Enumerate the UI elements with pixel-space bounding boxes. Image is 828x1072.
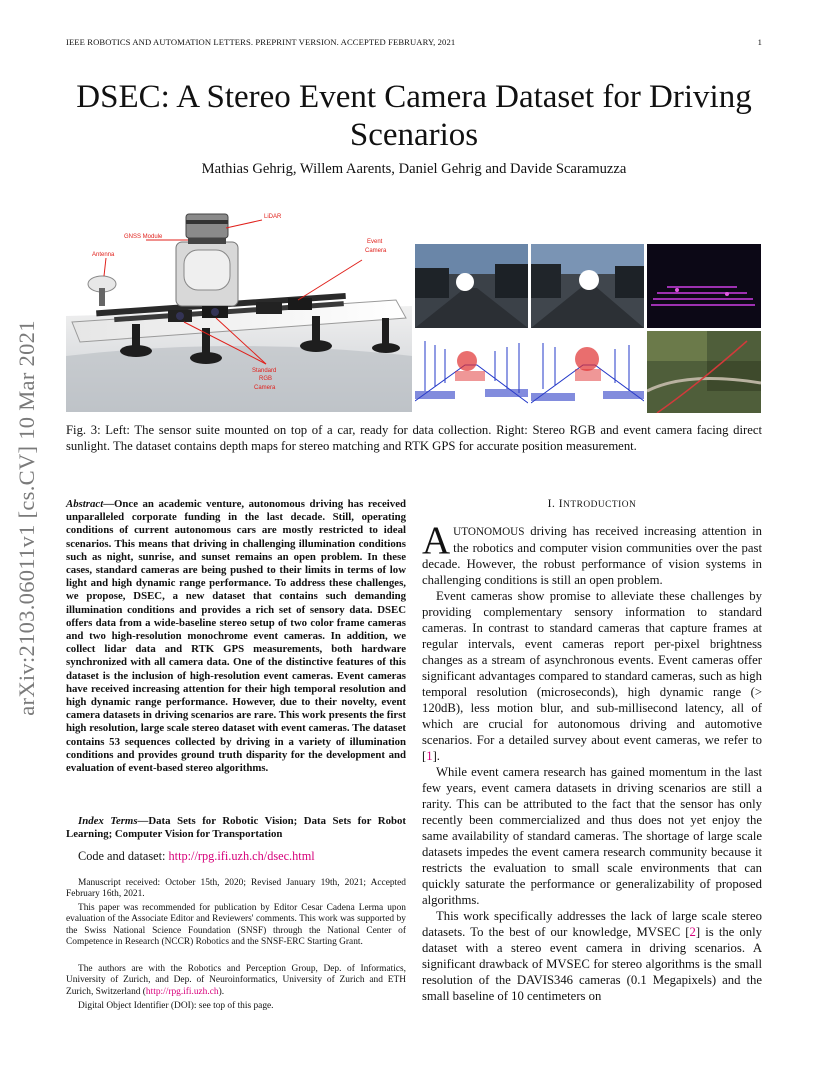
rgb-right-image (531, 244, 644, 328)
event-left-scene (415, 331, 528, 413)
label-event-2: Camera (365, 248, 387, 254)
sensor-suite-photo (66, 206, 412, 412)
abstract-label: Abstract (66, 498, 104, 510)
intro-p4-end: ] is the only dataset with a stereo event camera in driving scenarios. A significant drawback of MVSEC for stereo algorithms is the small resolution of the DAVIS346 cameras (0.1 Megapixels) and the small baseline of 10 centimeters on (422, 925, 762, 1003)
paper-title (50, 78, 778, 154)
abstract (66, 498, 406, 775)
intro-p2-end: ]. (432, 749, 440, 763)
label-rgb-1: Standard (252, 368, 277, 374)
index-terms-label: Index Terms (78, 815, 138, 827)
section-title-rest: NTRODUCTION (563, 500, 637, 510)
running-header: IEEE ROBOTICS AND AUTOMATION LETTERS. PREPRINT VERSION. ACCEPTED FEBRUARY, 2021 (66, 37, 456, 47)
intro-paragraph-3: While event camera research has gained momentum in the last few years, event camera datasets in driving scenarios are still a rarity. This can be attributed to the fact that the sensor has only recently been commercialized and thus does not yet enjoy the same availability of standard cameras. The shortage of large scale datasets impedes the event camera research community because it restricts the evaluation to small scale environments that can quickly saturate the performance or generalizability of proposed algorithms. (422, 765, 762, 907)
intro-paragraph-2 (422, 588, 762, 764)
drop-cap: A (422, 519, 451, 562)
abstract-text: —Once an academic venture, autonomous driving has received unparalleled corporate funding in the last decade. Still, operating conditions of current autonomous cars are mostly restricted to ideal scenarios. This means that driving in challenging illumination conditions such as night, sunrise, and sunset remains an open problem. In these cases, standard cameras are being pushed to their limits in terms of low light and high dynamic range performance. To address these challenges, we propose, DSEC, a new dataset that contains such demanding illumination conditions and provides a rich set of sensory data. DSEC offers data from a wide-baseline stereo setup of two color frame cameras and two high-resolution monochrome event cameras. In addition, we collect lidar data and RTK GPS measurements, both hardware synchronized with all camera data. One of the distinctive features of this dataset is the inclusion of high-resolution event cameras. Event cameras have received increasing attention for their high temporal resolution and high dynamic range performance. However, due to their novelty, event camera datasets in driving scenarios are rare. This work presents the first high resolution, large scale stereo dataset with event cameras. The dataset contains 53 sequences collected by driving in a variety of illumination conditions and provides ground truth disparity for the development and evaluation of event-based stereo algorithms. (66, 498, 406, 775)
intro-p2-text: Event cameras show promise to alleviate these challenges by providing complementary sensory information to standard cameras. In contrast to standard cameras that capture frames at regular intervals, event cameras report per-pixel brightness changes as a stream of asynchronous events. Event cameras offer significant advantages compared to standard cameras, such as high temporal resolution (microseconds), high dynamic range (> 120dB), less motion blur, and sub-millisecond latency, all of which are crucial for autonomous driving and automotive scenarios. For a detailed survey about event cameras, we refer to [ (422, 589, 762, 763)
rgb-left-image (415, 244, 528, 328)
section-title-initial: I (558, 498, 564, 510)
footnote-recommended: This paper was recommended for publication by Editor Cesar Cadena Lerma upon evaluation of the Associate Editor and Reviewers' comments. This work was supported by the Swiss National Science Foundation (SNSF) through the National Center of Competence in Research (NCCR) Robotics and the SNSF-ERC Starting Grant. (66, 903, 406, 948)
section-heading (422, 498, 762, 510)
code-label: Code and dataset: (78, 849, 169, 863)
rgb-left-scene (415, 244, 528, 328)
label-gnss: GNSS Module (124, 234, 163, 240)
dataset-link[interactable]: http://rpg.ifi.uzh.ch/dsec.html (168, 849, 315, 863)
title-line-1: DSEC: A Stereo Event Camera Dataset for Driving (76, 79, 752, 115)
affiliation-end: ). (218, 986, 225, 997)
label-lidar: LiDAR (264, 214, 282, 220)
sensor-suite-illustration (66, 206, 412, 412)
label-antenna: Antenna (92, 252, 115, 258)
satellite-map-image (647, 331, 761, 413)
citation-2[interactable]: 2 (689, 925, 696, 939)
label-event-1: Event (367, 239, 383, 245)
footnote-manuscript: Manuscript received: October 15th, 2020; Revised January 19th, 2021; Accepted February 16th, 2021. (66, 878, 406, 900)
event-right-scene (531, 331, 644, 413)
event-left-image (415, 331, 528, 413)
intro-p1-text: driving has received increasing attention in the robotics and computer vision communities over the past decade. However, the robust performance of vision systems in challenging conditions is still an open problem. (422, 524, 762, 587)
satellite-map-scene (647, 331, 761, 413)
section-number: I. (547, 498, 559, 510)
intro-p4-text: This work specifically addresses the lack of large scale stereo datasets. To the best of our knowledge, MVSEC [ (422, 909, 762, 939)
figure-caption: Fig. 3: Left: The sensor suite mounted on top of a car, ready for data collection. Right: Stereo RGB and event camera facing direct sunlight. The dataset contains depth maps for stereo matching and RTK GPS for accurate position measurement. (66, 423, 762, 453)
intro-paragraph-4 (422, 908, 762, 1004)
depth-map-scene (647, 244, 761, 328)
code-dataset-line (66, 849, 406, 864)
footnote-doi: Digital Object Identifier (DOI): see top of this page. (78, 1001, 274, 1011)
depth-map-image (647, 244, 761, 328)
affiliation-text: The authors are with the Robotics and Perception Group, Dep. of Informatics, University of Zurich, and Dep. of Neuroinformatics, University of Zurich and ETH Zurich, Switzerland ( (66, 964, 406, 997)
rpg-link[interactable]: http://rpg.ifi.uzh.ch (145, 986, 219, 997)
intro-body (422, 519, 762, 1004)
author-list: Mathias Gehrig, Willem Aarents, Daniel Gehrig and Davide Scaramuzza (201, 161, 627, 177)
rgb-right-scene (531, 244, 644, 328)
page-number: 1 (757, 37, 762, 47)
event-right-image (531, 331, 644, 413)
title-line-2: Scenarios (349, 117, 479, 153)
citation-1[interactable]: 1 (426, 749, 433, 763)
arxiv-stamp-text: arXiv:2103.06011v1 [cs.CV] 10 Mar 2021 (14, 320, 39, 716)
label-rgb-2: RGB (259, 376, 273, 382)
footnote-affiliation (66, 964, 406, 998)
intro-caps: UTONOMOUS (453, 526, 525, 538)
intro-paragraph-1 (422, 519, 762, 588)
index-terms-text: —Data Sets for Robotic Vision; Data Sets for Robot Learning; Computer Vision for Transportation (66, 815, 406, 841)
arxiv-stamp (8, 278, 46, 758)
label-rgb-3: Camera (254, 385, 276, 391)
index-terms (66, 815, 406, 841)
